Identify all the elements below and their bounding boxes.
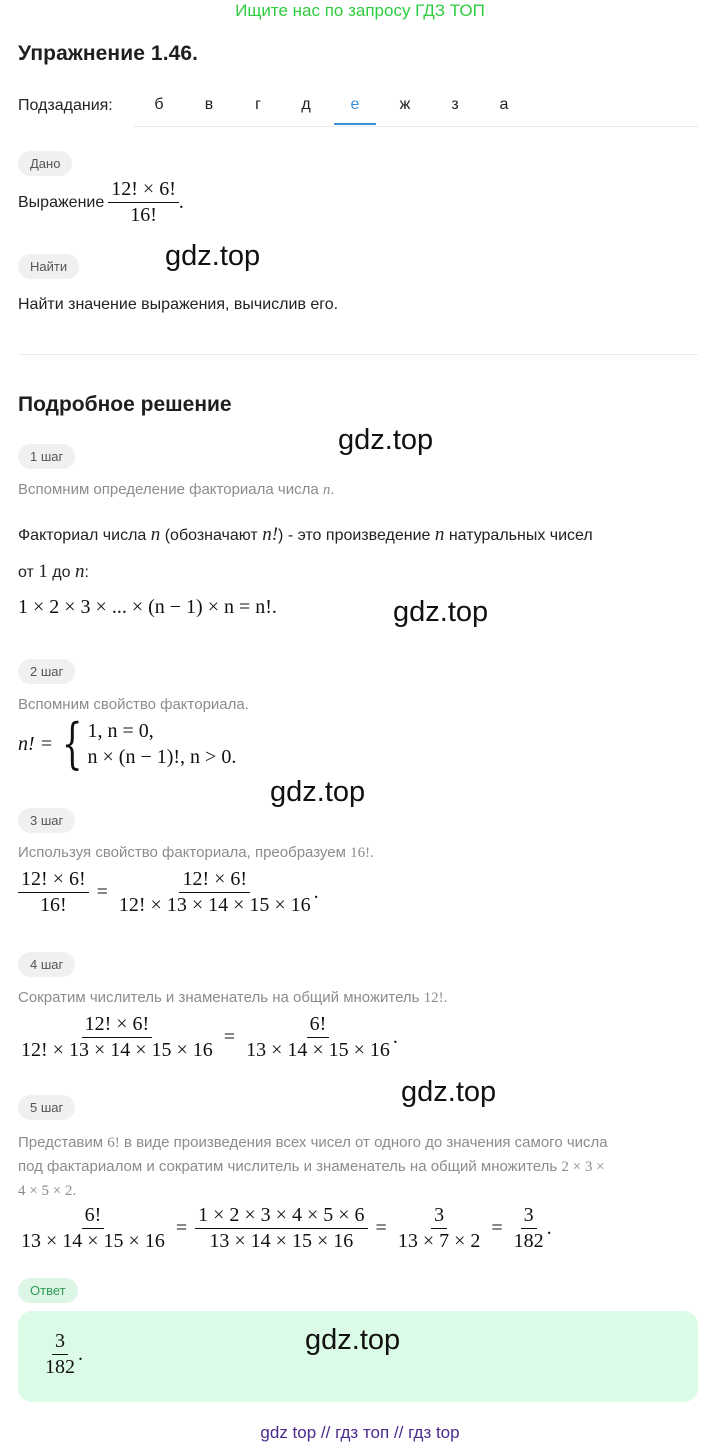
watermark: gdz.top — [393, 596, 489, 628]
watermark: gdz.top — [401, 1076, 497, 1108]
step-1-definition: Факториал числа n (обозначают n!) - это произведение n натуральных чисел от 1 до n: — [18, 524, 593, 582]
subtasks-label: Подзадания: — [18, 97, 113, 114]
solution-heading: Подробное решение — [18, 393, 232, 416]
given-denominator: 16! — [130, 204, 157, 226]
footer-links[interactable]: gdz top // гдз топ // гдз top — [260, 1423, 460, 1442]
watermark: gdz.top — [270, 776, 366, 808]
answer-fraction: $\frac{3}{182}$ . — [45, 1330, 83, 1378]
case-1: 1, n = 0, — [87, 720, 154, 742]
tab-zh[interactable]: ж — [399, 96, 411, 113]
tab-g[interactable]: г — [255, 96, 261, 113]
answer-badge: Ответ — [18, 1278, 78, 1303]
active-tab-indicator — [334, 123, 376, 125]
step-1-formula: 1 × 2 × 3 × ... × (n − 1) × n = n!. — [18, 596, 277, 618]
step-4-badge: 4 шаг — [18, 952, 75, 977]
find-badge: Найти — [18, 254, 79, 279]
step-1-note: Вспомним определение факториала числа n. — [18, 481, 335, 498]
step-4-equation: $\frac{12! \times 6!}{12! \times 13 \times 14 \times 15 \times 16}$ = $\frac{6!}{13 \times 14 \times 15 \times 16}$ . — [21, 1013, 398, 1061]
subtasks-tabs — [134, 86, 698, 127]
watermark: gdz.top — [305, 1324, 401, 1356]
step-5-note: Представим 6! в виде произведения всех чисел от одного до значения самого числа под фактариалом и сократим числитель и знаменатель на общий множитель 2 × 3 × 4 × 5 × 2. — [18, 1134, 608, 1199]
watermark: gdz.top — [165, 240, 261, 272]
tab-b[interactable]: б — [154, 96, 164, 113]
step-4-note: Сократим числитель и знаменатель на общий множитель 12!. — [18, 989, 448, 1006]
step-2-badge: 2 шаг — [18, 659, 75, 684]
step-2-note: Вспомним свойство факториала. — [18, 696, 249, 713]
step-3-equation: $\frac{12! \times 6!}{16!}$ = $\frac{12! \times 6!}{12! \times 13 \times 14 \times 15 \times 16}$ . — [18, 868, 319, 917]
step-3-badge: 3 шаг — [18, 808, 75, 833]
find-text: Найти значение выражения, вычислив его. — [18, 296, 339, 313]
tab-d[interactable]: д — [301, 96, 311, 113]
step-1-badge: 1 шаг — [18, 444, 75, 469]
tab-v[interactable]: в — [204, 96, 214, 113]
given-expression: Выражение $\frac{12! \times 6!}{16!}$ . — [18, 178, 184, 226]
step-5-badge: 5 шаг — [18, 1095, 75, 1120]
case-2: n × (n − 1)!, n > 0. — [87, 746, 237, 768]
tab-a[interactable]: а — [499, 96, 509, 113]
tab-z[interactable]: з — [451, 96, 459, 113]
given-text: Выражение — [18, 193, 105, 211]
page-title: Упражнение 1.46. — [18, 42, 199, 65]
promo-banner: Ищите нас по запросу ГДЗ ТОП — [235, 1, 485, 20]
step-2-piecewise: n! = { 1, n = 0, n × (n − 1)!, n > 0. — [18, 712, 237, 775]
step-3-note: Используя свойство факториала, преобразуем 16!. — [18, 844, 374, 861]
given-fraction — [108, 178, 179, 227]
given-badge: Дано — [18, 151, 72, 176]
watermark: gdz.top — [338, 424, 434, 456]
given-numerator: 12! × 6! — [108, 178, 179, 203]
section-divider — [18, 354, 698, 355]
step-5-equation: $\frac{6!}{13 \times 14 \times 15 \times 16}$ = $\frac{1 \times 2 \times 3 \times 4 \times 5 \times 6}{13 \times 14 \times 15 \times 16}$ = $\frac{3}{13 \times 7 \times 2}$ = $\frac{3}{182}$ . — [21, 1204, 552, 1252]
tab-e[interactable]: е — [350, 96, 360, 113]
